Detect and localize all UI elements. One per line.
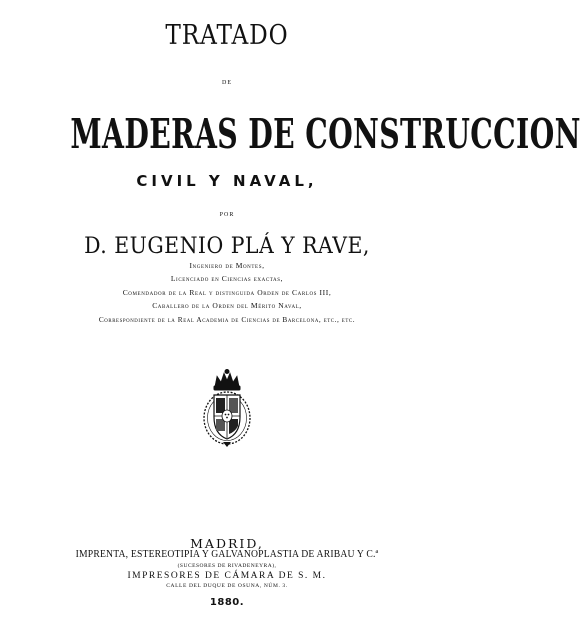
author-credential: Comendador de la Real y distinguida Orden de Carlos III,: [122, 288, 332, 297]
imprint-year: 1880.: [209, 597, 245, 608]
imprint-printers-title: IMPRESORES DE CÁMARA DE S. M.: [127, 571, 327, 581]
author-credential: Ingeniero de Montes,: [189, 261, 265, 270]
imprint-successors: (SUCESORES DE RIVADENEYRA),: [177, 563, 277, 569]
subtitle: CIVIL Y NAVAL,: [136, 172, 318, 190]
imprint-city: MADRID,: [190, 536, 264, 551]
connector-de: DE: [222, 80, 232, 86]
author-name: D. EUGENIO PLÁ Y RAVE,: [84, 234, 370, 259]
main-title: MADERAS DE CONSTRUCCION: [70, 110, 581, 158]
author-credential: Licenciado en Ciencias exactas,: [170, 274, 284, 283]
imprint-address: CALLE DEL DUQUE DE OSUNA, NÚM. 3.: [166, 583, 288, 589]
imprint-printer: IMPRENTA, ESTEREOTIPIA Y GALVANOPLASTIA DE ARIBAU Y C.ª: [75, 549, 379, 560]
royal-coat-of-arms-icon: [199, 368, 255, 448]
author-credential: Caballero de la Orden del Mérito Naval,: [152, 301, 302, 310]
book-heading: TRATADO: [165, 20, 289, 51]
author-credential: Correspondiente de la Real Academia de Ciencias de Barcelona, etc., etc.: [98, 315, 356, 324]
connector-por: POR: [219, 212, 235, 218]
